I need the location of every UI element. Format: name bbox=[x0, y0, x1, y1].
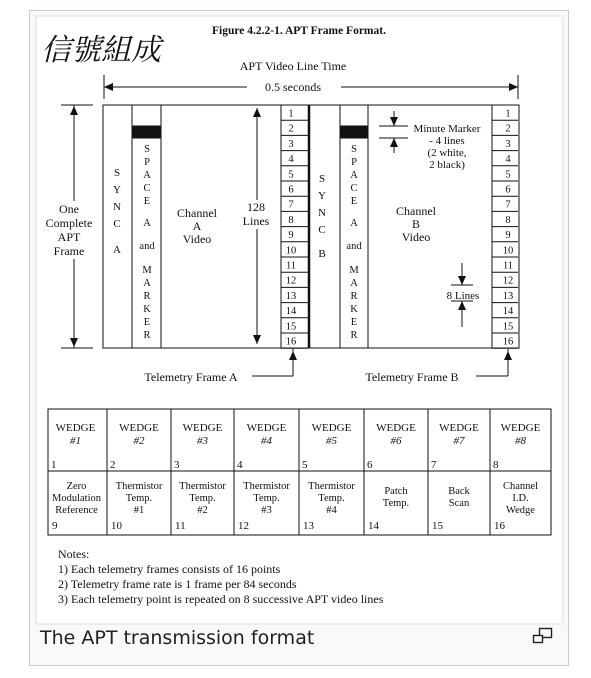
apt-frame-diagram bbox=[30, 11, 570, 667]
telemetry-a-number: 3 bbox=[288, 138, 294, 150]
frame-label-line: One bbox=[59, 202, 79, 216]
channel-b-label: Channel bbox=[396, 204, 436, 218]
wedge-number: #7 bbox=[453, 435, 465, 447]
telemetry-point-text: Reference bbox=[55, 505, 98, 516]
space-marker-a-text: E bbox=[143, 317, 151, 328]
telemetry-point-text: Thermistor bbox=[308, 481, 355, 492]
sync-b-letter: C bbox=[318, 224, 326, 236]
telemetry-b-number: 9 bbox=[505, 230, 511, 242]
space-marker-a-text: R bbox=[143, 291, 151, 302]
space-marker-b-text: R bbox=[350, 330, 358, 341]
telemetry-point-text: Thermistor bbox=[179, 481, 226, 492]
telemetry-point-text: #2 bbox=[197, 505, 208, 516]
space-marker-b-text: R bbox=[350, 291, 358, 302]
wedge-label: WEDGE bbox=[119, 422, 159, 434]
telemetry-b-number: 6 bbox=[505, 184, 511, 196]
space-marker-b-text: M bbox=[349, 265, 359, 276]
figure-thumbnail bbox=[29, 10, 569, 666]
sync-b-letter: S bbox=[318, 173, 326, 185]
telemetry-point-index: 13 bbox=[303, 520, 314, 532]
telemetry-point-text: Channel bbox=[503, 481, 538, 492]
minute-marker-line: - 4 lines bbox=[429, 135, 465, 147]
figure-caption: The APT transmission format bbox=[40, 627, 315, 649]
telemetry-point-index: 12 bbox=[238, 520, 249, 532]
telemetry-b-number: 2 bbox=[505, 123, 511, 135]
wedge-number: #2 bbox=[133, 435, 145, 447]
figure-title: Figure 4.2.2-1. APT Frame Format. bbox=[212, 25, 386, 37]
telemetry-b-number: 1 bbox=[505, 108, 511, 120]
telemetry-a-number: 8 bbox=[288, 214, 294, 226]
telemetry-point-index: 14 bbox=[368, 520, 379, 532]
wedge-number: #5 bbox=[326, 435, 337, 447]
line-time-label: APT Video Line Time bbox=[239, 59, 347, 73]
space-marker-a-text: S bbox=[144, 144, 150, 155]
frame-label-line: Frame bbox=[53, 244, 85, 258]
wedge-label: WEDGE bbox=[182, 422, 223, 434]
channel-b-label: Video bbox=[401, 230, 431, 244]
wedge-label: WEDGE bbox=[311, 422, 352, 434]
wedge-label: WEDGE bbox=[55, 422, 96, 434]
telemetry-b-number: 10 bbox=[502, 245, 514, 257]
wedge-index: 3 bbox=[174, 459, 180, 471]
telemetry-a-number: 12 bbox=[285, 275, 297, 287]
wedge-index: 8 bbox=[493, 459, 499, 471]
space-marker-b-text: A bbox=[350, 218, 358, 229]
telemetry-b-number: 14 bbox=[502, 306, 514, 318]
telemetry-b-number: 4 bbox=[505, 154, 511, 166]
telemetry-b-number: 13 bbox=[502, 290, 514, 302]
space-marker-a-text: C bbox=[143, 183, 151, 194]
telemetry-a-number: 13 bbox=[285, 290, 297, 302]
wedge-index: 2 bbox=[110, 459, 116, 471]
marker-block-a bbox=[133, 126, 161, 138]
minute-marker-line: 2 black) bbox=[429, 159, 465, 171]
magnify-clip-icon[interactable] bbox=[532, 627, 554, 645]
space-marker-a-text: P bbox=[144, 157, 150, 168]
telemetry-b-number: 5 bbox=[505, 169, 511, 181]
channel-a-label: Channel bbox=[177, 206, 217, 220]
telemetry-b-number: 7 bbox=[505, 199, 511, 211]
wedge-number: #3 bbox=[197, 435, 208, 447]
space-marker-a-text: and bbox=[139, 241, 155, 252]
telemetry-point-text: Wedge bbox=[506, 505, 535, 516]
channel-a-label: Video bbox=[182, 232, 212, 246]
telemetry-point-text: Temp. bbox=[318, 493, 345, 504]
sync-a-letter: C bbox=[113, 218, 121, 230]
wedge-label: WEDGE bbox=[246, 422, 287, 434]
space-marker-a-text: E bbox=[143, 196, 151, 207]
wedge-number: #1 bbox=[70, 435, 81, 447]
telemetry-frame-a-label: Telemetry Frame A bbox=[144, 370, 238, 384]
wedge-label: WEDGE bbox=[500, 422, 541, 434]
space-marker-b-text: K bbox=[350, 304, 358, 315]
space-marker-b-text: A bbox=[350, 170, 358, 181]
minute-marker-line: Minute Marker bbox=[413, 123, 481, 135]
sync-b-channel: B bbox=[318, 248, 326, 260]
space-marker-b-text: C bbox=[350, 183, 358, 194]
note-line: 2) Telemetry frame rate is 1 frame per 84 seconds bbox=[58, 577, 297, 591]
telemetry-b-number: 8 bbox=[505, 214, 511, 226]
frame-label-line: Complete bbox=[45, 216, 93, 230]
telemetry-a-number: 9 bbox=[288, 230, 294, 242]
space-marker-a-text: A bbox=[143, 278, 151, 289]
sync-b-letter: Y bbox=[318, 190, 326, 202]
lines-128-number: 128 bbox=[247, 200, 265, 214]
telemetry-point-text: Scan bbox=[448, 498, 470, 509]
wedge-number: #8 bbox=[515, 435, 526, 447]
space-marker-b-text: A bbox=[350, 278, 358, 289]
telemetry-point-text: #3 bbox=[261, 505, 272, 516]
telemetry-point-text: Thermistor bbox=[243, 481, 290, 492]
space-marker-b-text: E bbox=[350, 196, 358, 207]
telemetry-a-number: 16 bbox=[285, 336, 297, 348]
marker-block-b bbox=[341, 126, 368, 138]
line-time-value: 0.5 seconds bbox=[265, 80, 321, 94]
telemetry-point-text: #1 bbox=[133, 505, 145, 516]
minute-marker-line: (2 white, bbox=[427, 147, 467, 159]
sync-a-letter: S bbox=[113, 167, 121, 179]
space-marker-a-text: A bbox=[143, 218, 151, 229]
eight-lines-label: 8 Lines bbox=[446, 290, 480, 302]
telemetry-a-number: 6 bbox=[288, 184, 294, 196]
space-marker-a-text: R bbox=[143, 330, 151, 341]
telemetry-point-text: Patch bbox=[384, 486, 408, 497]
note-line: 1) Each telemetry frames consists of 16 points bbox=[58, 562, 281, 576]
wedge-number: #4 bbox=[261, 435, 272, 447]
wedge-index: 6 bbox=[367, 459, 373, 471]
telemetry-a-number: 4 bbox=[288, 154, 294, 166]
space-marker-a-text: A bbox=[143, 170, 151, 181]
space-marker-b-text: S bbox=[351, 144, 357, 155]
wedge-index: 4 bbox=[237, 459, 243, 471]
telemetry-b-number: 11 bbox=[502, 260, 514, 272]
channel-b-label: B bbox=[411, 217, 421, 231]
channel-a-label: A bbox=[192, 219, 202, 233]
telemetry-point-text: I.D. bbox=[512, 493, 529, 504]
telemetry-a-number: 7 bbox=[288, 199, 294, 211]
wedge-index: 1 bbox=[51, 459, 57, 471]
telemetry-a-number: 2 bbox=[288, 123, 294, 135]
telemetry-a-number: 1 bbox=[288, 108, 294, 120]
telemetry-point-text: Temp. bbox=[189, 493, 216, 504]
sync-a-letter: Y bbox=[113, 184, 121, 196]
telemetry-point-index: 10 bbox=[111, 520, 122, 532]
note-line: 3) Each telemetry point is repeated on 8 successive APT video lines bbox=[58, 592, 384, 606]
telemetry-a-number: 14 bbox=[285, 306, 297, 318]
telemetry-a-number: 15 bbox=[285, 321, 297, 333]
telemetry-b-number: 16 bbox=[502, 336, 514, 348]
telemetry-a-number: 10 bbox=[285, 245, 297, 257]
telemetry-point-index: 9 bbox=[52, 520, 58, 532]
note-line: Notes: bbox=[58, 547, 90, 561]
telemetry-frame-b-label: Telemetry Frame B bbox=[365, 370, 459, 384]
telemetry-point-text: Temp. bbox=[125, 493, 153, 504]
telemetry-b-number: 12 bbox=[502, 275, 514, 287]
overlay-title: 信號組成 bbox=[41, 34, 161, 67]
telemetry-point-text: Zero bbox=[66, 481, 87, 492]
space-marker-b-text: E bbox=[350, 317, 358, 328]
sync-b-letter: N bbox=[318, 207, 326, 219]
wedge-number: #6 bbox=[390, 435, 402, 447]
telemetry-point-text: Temp. bbox=[253, 493, 280, 504]
wedge-label: WEDGE bbox=[376, 422, 416, 434]
telemetry-point-text: Modulation bbox=[52, 493, 101, 504]
telemetry-point-text: Temp. bbox=[382, 498, 410, 509]
space-marker-a-text: K bbox=[143, 304, 151, 315]
sync-a-letter: N bbox=[113, 201, 121, 213]
telemetry-point-text: Back bbox=[448, 486, 470, 497]
wedge-index: 5 bbox=[302, 459, 308, 471]
space-marker-b-text: and bbox=[346, 241, 362, 252]
telemetry-b-number: 15 bbox=[502, 321, 514, 333]
telemetry-b-number: 3 bbox=[505, 138, 511, 150]
frame-label-line: APT bbox=[57, 230, 81, 244]
telemetry-a-number: 5 bbox=[288, 169, 294, 181]
wedge-index: 7 bbox=[431, 459, 437, 471]
lines-128-label: Lines bbox=[242, 214, 270, 228]
telemetry-a-number: 11 bbox=[285, 260, 297, 272]
telemetry-point-index: 15 bbox=[432, 520, 443, 532]
telemetry-point-index: 16 bbox=[494, 520, 505, 532]
space-marker-a-text: M bbox=[142, 265, 152, 276]
space-marker-b-text: P bbox=[351, 157, 357, 168]
sync-a-channel: A bbox=[113, 244, 121, 256]
telemetry-point-index: 11 bbox=[175, 520, 186, 532]
wedge-label: WEDGE bbox=[439, 422, 479, 434]
telemetry-point-text: Thermistor bbox=[115, 481, 163, 492]
telemetry-point-text: #4 bbox=[326, 505, 337, 516]
